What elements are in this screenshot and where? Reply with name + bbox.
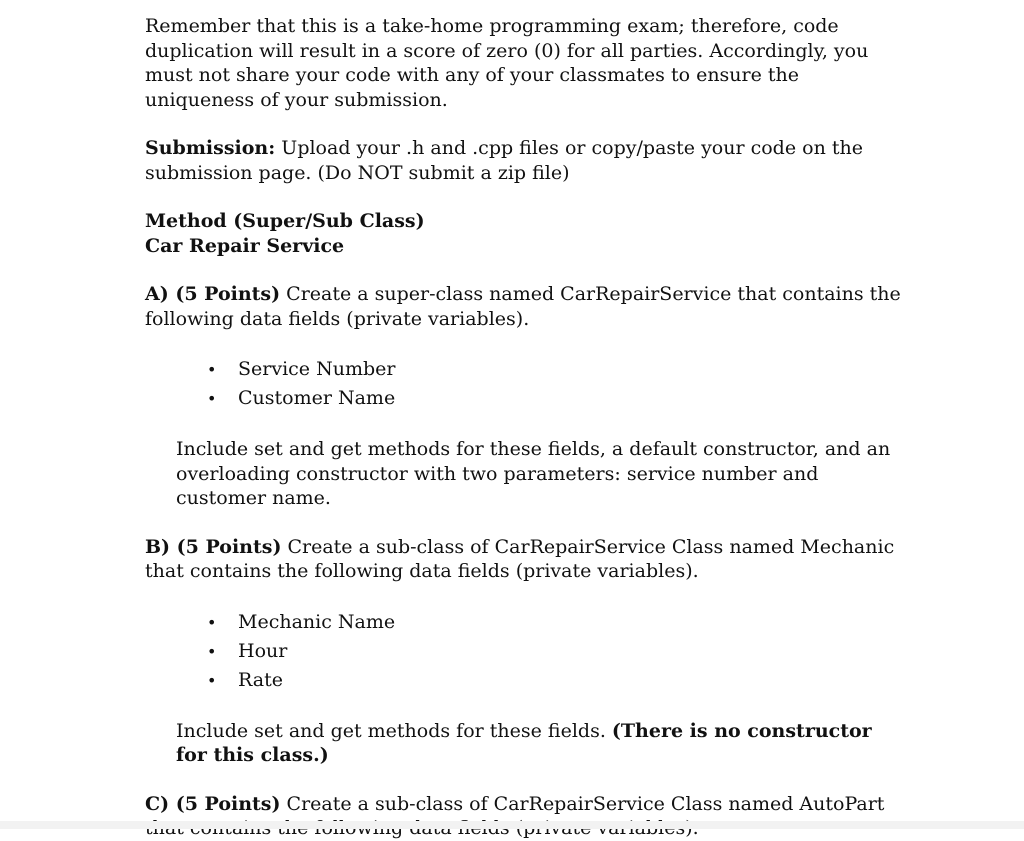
- section-a-label: A) (5 Points): [145, 283, 281, 305]
- field-label: Rate: [238, 668, 283, 691]
- section-b-label: B) (5 Points): [145, 535, 282, 558]
- section-b-text: Create a sub-class of CarRepairService Class named Mechanic that contains the following data fields (private variables).: [145, 535, 895, 582]
- bullet-icon: •: [207, 670, 217, 690]
- page-bottom-edge: [0, 821, 1024, 829]
- submission-paragraph: [145, 136, 905, 185]
- list-item: [145, 384, 905, 413]
- section-a-note: Include set and get methods for these fields, a default constructor, and an overloading constructor with two parameters: service number and customer name.: [176, 438, 891, 509]
- field-label: Service Number: [238, 358, 396, 380]
- section-b-note-bold: (There is no constructor for this class.): [176, 719, 872, 766]
- bullet-icon: •: [207, 389, 217, 408]
- list-item: [145, 608, 905, 637]
- method-heading: Method (Super/Sub Class): [145, 210, 425, 232]
- list-item: [145, 666, 905, 695]
- section-b-note-text: Include set and get methods for these fields.: [176, 719, 612, 742]
- section-a-text: Create a super-class named CarRepairService that contains the following data fields (private variables).: [145, 283, 901, 330]
- section-a-field-list: [145, 355, 905, 413]
- section-a-paragraph: [145, 282, 905, 331]
- field-label: Hour: [238, 639, 288, 662]
- topic-heading: Car Repair Service: [145, 234, 345, 257]
- section-c-text: Create a sub-class of CarRepairService Class named AutoPart: [286, 792, 885, 815]
- list-item: [145, 355, 905, 384]
- section-b-field-list: [145, 608, 905, 695]
- bullet-icon: •: [207, 612, 217, 632]
- list-item: [145, 637, 905, 666]
- bullet-icon: •: [207, 641, 217, 661]
- document-page: [145, 14, 905, 841]
- submission-text: Upload your .h and .cpp files or copy/paste your code on the submission page. (Do NOT submit a zip file): [145, 137, 863, 184]
- section-c-label: C) (5 Points): [145, 792, 281, 815]
- submission-label: Submission:: [145, 137, 276, 159]
- section-b-paragraph: [145, 535, 905, 584]
- section-c-paragraph: [145, 792, 905, 841]
- intro-paragraph: Remember that this is a take-home programming exam; therefore, code duplication will result in a score of zero (0) for all parties. Accordingly, you must not share your code with any of your classmates to ensure the uniqueness of your submission.: [145, 15, 869, 111]
- field-label: Mechanic Name: [238, 610, 396, 633]
- field-label: Customer Name: [238, 387, 396, 409]
- section-b-note: [176, 719, 905, 768]
- bullet-icon: •: [207, 360, 217, 379]
